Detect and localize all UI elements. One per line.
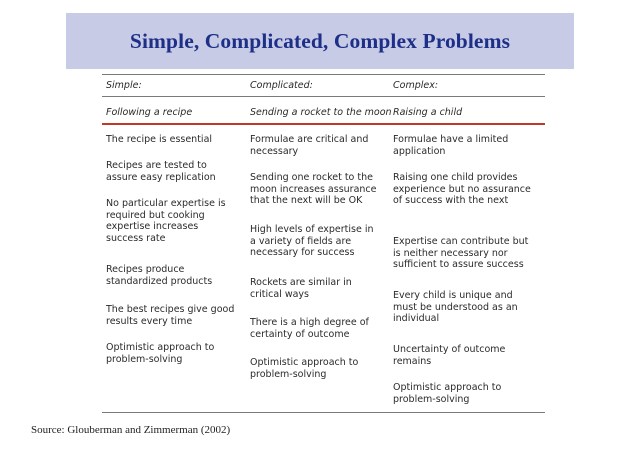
table-cell: Formulae have a limited application — [393, 134, 509, 157]
table-cell: The best recipes give good results every time — [106, 304, 235, 327]
example-rule — [102, 123, 545, 125]
table-top-rule — [102, 74, 545, 75]
column-example: Following a recipe — [106, 107, 193, 118]
table-cell: Optimistic approach to problem-solving — [106, 342, 215, 365]
table-cell: Uncertainty of outcome remains — [393, 344, 506, 367]
table-cell: Optimistic approach to problem-solving — [393, 382, 502, 405]
table-cell: Sending one rocket to the moon increases assurance that the next will be OK — [250, 172, 377, 207]
table-cell: The recipe is essential — [106, 134, 213, 145]
source-citation: Source: Glouberman and Zimmerman (2002) — [31, 424, 231, 436]
column-header: Simple: — [106, 80, 142, 91]
title-banner — [66, 13, 574, 69]
table-cell: Raising one child provides experience but no assurance of success with the next — [393, 172, 531, 207]
table-bottom-rule — [102, 412, 545, 413]
table-cell: Expertise can contribute but is neither necessary nor sufficient to assure success — [393, 236, 529, 271]
column-example: Raising a child — [393, 107, 463, 118]
table-cell: Recipes produce standardized products — [106, 264, 213, 287]
table-cell: Every child is unique and must be understood as an individual — [393, 290, 518, 325]
table-cell: Formulae are critical and necessary — [250, 134, 369, 157]
table-cell: No particular expertise is required but cooking expertise increases success rate — [106, 198, 226, 244]
column-header: Complicated: — [250, 80, 313, 91]
table-cell: Optimistic approach to problem-solving — [250, 357, 359, 380]
column-example: Sending a rocket to the moon — [250, 107, 392, 118]
column-header: Complex: — [393, 80, 439, 91]
table-cell: There is a high degree of certainty of outcome — [250, 317, 369, 340]
table-cell: Recipes are tested to assure easy replication — [106, 160, 216, 183]
table-cell: Rockets are similar in critical ways — [250, 277, 352, 300]
header-rule — [102, 96, 545, 97]
table-cell: High levels of expertise in a variety of fields are necessary for success — [250, 224, 374, 259]
slide-title: Simple, Complicated, Complex Problems — [129, 28, 511, 53]
